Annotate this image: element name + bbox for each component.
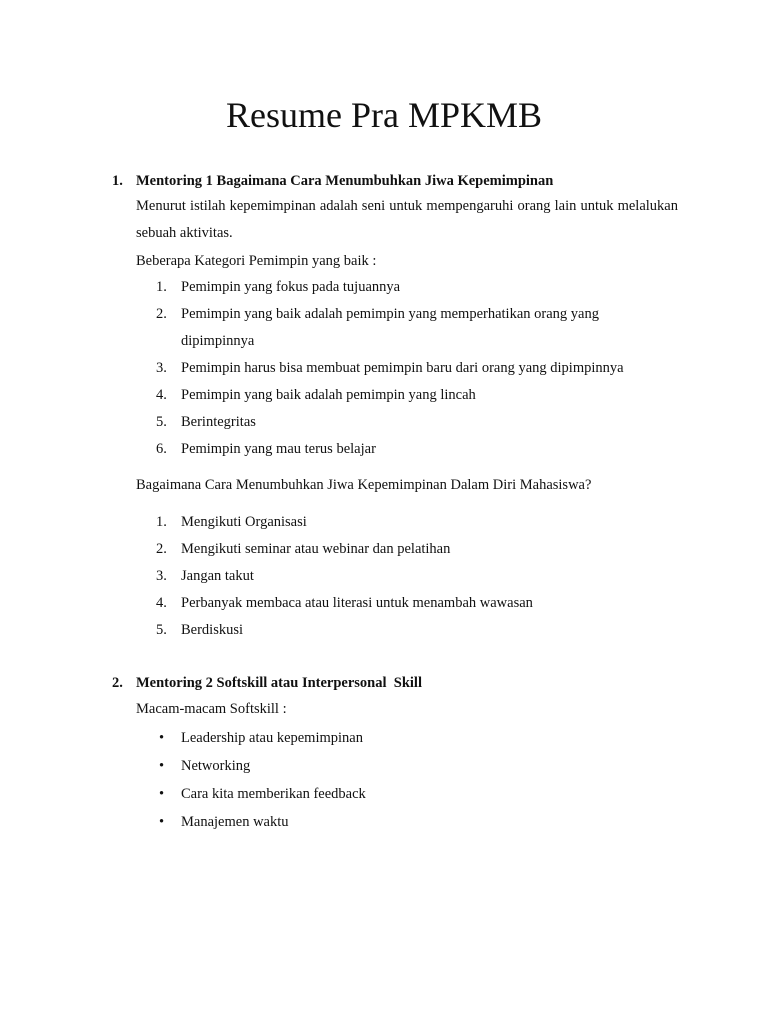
bullet-icon: • xyxy=(159,730,165,746)
list-item xyxy=(156,509,656,536)
list-item xyxy=(156,536,656,563)
list-item xyxy=(156,724,556,752)
list-item-text: Perbanyak membaca atau literasi untuk menambah wawasan xyxy=(181,595,533,611)
list-item-text: Pemimpin harus bisa membuat pemimpin baru dari orang yang dipimpinnya xyxy=(181,360,624,376)
list-item-number: 3. xyxy=(156,568,167,584)
list-item xyxy=(156,382,626,409)
list-item-text: Pemimpin yang baik adalah pemimpin yang lincah xyxy=(181,387,476,403)
list-item-text: Cara kita memberikan feedback xyxy=(181,786,366,802)
list-item-text: Pemimpin yang mau terus belajar xyxy=(181,441,376,457)
list-item-number: 4. xyxy=(156,387,167,403)
list-item-text: Berintegritas xyxy=(181,414,256,430)
list-item xyxy=(156,808,556,836)
list-item-number: 1. xyxy=(156,514,167,530)
list-item-text: Pemimpin yang fokus pada tujuannya xyxy=(181,279,401,295)
section-1-title: Mentoring 1 Bagaimana Cara Menumbuhkan Jiwa Kepemimpinan xyxy=(136,173,554,189)
section-2-title: Mentoring 2 Softskill atau Interpersonal Skill xyxy=(136,675,422,691)
list-item-text: Mengikuti Organisasi xyxy=(181,514,307,530)
list-item-text: Pemimpin yang baik adalah pemimpin yang memperhatikan orang yang dipimpinnya xyxy=(181,306,599,349)
list-item-number: 3. xyxy=(156,360,167,376)
list-item-number: 5. xyxy=(156,414,167,430)
list-item xyxy=(156,409,626,436)
bullet-icon: • xyxy=(159,758,165,774)
list-item-text: Networking xyxy=(181,758,251,774)
bullet-icon: • xyxy=(159,786,165,802)
list-item xyxy=(156,563,656,590)
list-item-number: 4. xyxy=(156,595,167,611)
softskill-label: Macam-macam Softskill : xyxy=(136,701,287,717)
categories-label: Beberapa Kategori Pemimpin yang baik : xyxy=(136,253,377,269)
list-item-number: 2. xyxy=(156,306,167,322)
answers-list xyxy=(156,509,656,644)
list-item xyxy=(156,752,556,780)
list-item-number: 5. xyxy=(156,622,167,638)
section-1-number: 1. xyxy=(112,173,123,189)
softskill-list xyxy=(156,724,556,836)
list-item xyxy=(156,301,626,355)
list-item-text: Manajemen waktu xyxy=(181,814,289,830)
list-item-number: 2. xyxy=(156,541,167,557)
section-2-heading xyxy=(112,673,422,693)
section-1-intro: Menurut istilah kepemimpinan adalah seni untuk mempengaruhi orang lain untuk melalukan sebuah aktivitas. xyxy=(136,198,678,241)
list-item-text: Leadership atau kepemimpinan xyxy=(181,730,363,746)
categories-list xyxy=(156,274,626,463)
bullet-icon: • xyxy=(159,814,165,830)
document-title: Resume Pra MPKMB xyxy=(225,95,543,135)
list-item-text: Berdiskusi xyxy=(181,622,244,638)
list-item xyxy=(156,780,556,808)
list-item xyxy=(156,355,626,382)
list-item xyxy=(156,617,656,644)
section-1-heading xyxy=(112,171,553,191)
list-item-text: Mengikuti seminar atau webinar dan pelatihan xyxy=(181,541,451,557)
list-item xyxy=(156,436,626,463)
list-item-number: 1. xyxy=(156,279,167,295)
list-item xyxy=(156,590,656,617)
list-item xyxy=(156,274,626,301)
list-item-text: Jangan takut xyxy=(181,568,254,584)
list-item-number: 6. xyxy=(156,441,167,457)
question-text: Bagaimana Cara Menumbuhkan Jiwa Kepemimpinan Dalam Diri Mahasiswa? xyxy=(136,477,592,493)
section-2-number: 2. xyxy=(112,675,123,691)
